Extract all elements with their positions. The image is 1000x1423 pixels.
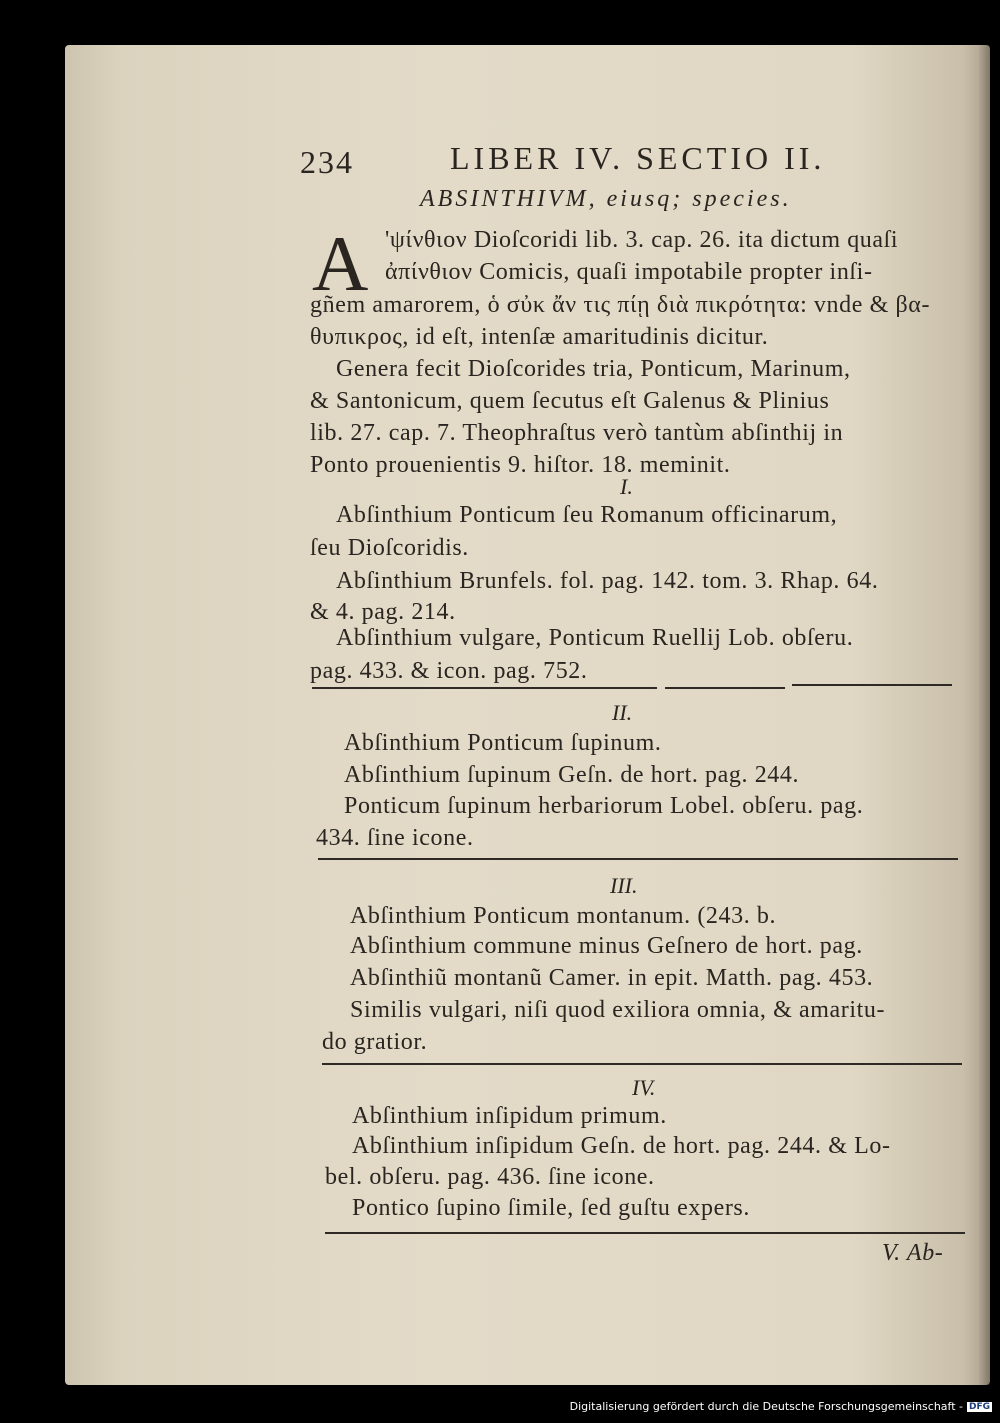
species-line: Pontico ſupino ſimile, ſed guſtu expers. [352,1195,750,1221]
species-line: Similis vulgari, niſi quod exiliora omnia, & amaritu- [350,997,886,1023]
species-numeral: II. [612,700,633,725]
species-line: Abſinthium Brunfels. fol. pag. 142. tom. 3. Rhap. 64. [336,568,879,594]
species-line: Abſinthium inſipidum primum. [352,1103,667,1129]
separator-rule [318,858,958,860]
intro-line: & Santonicum, quem ſecutus eſt Galenus & Plinius [310,388,830,414]
running-head [300,140,870,180]
species-line: Abſinthium commune minus Geſnero de hort. pag. [350,933,863,959]
species-line: & 4. pag. 214. [310,599,456,625]
separator-rule [665,687,785,689]
species-line: Abſinthium inſipidum Geſn. de hort. pag. 244. & Lo- [352,1133,891,1159]
species-line: Abſinthiũ montanũ Camer. in epit. Matth. pag. 453. [350,965,874,991]
species-line: Abſinthium Ponticum ſeu Romanum officinarum, [336,502,838,528]
page-edge-shadow [978,45,990,1385]
running-head-title: LIBER IV. SECTIO II. [450,140,826,176]
species-numeral: IV. [632,1075,656,1100]
species-line: do gratior. [322,1029,428,1055]
digitization-footer [0,1400,1000,1413]
species-line: Abſinthium ſupinum Geſn. de hort. pag. 244. [344,762,800,788]
footer-text: Digitalisierung gefördert durch die Deutsche Forschungsgemeinschaft - [569,1400,963,1413]
intro-line: 'ψίνθιον Dioſcoridi lib. 3. cap. 26. ita dictum quaſi [385,227,899,253]
dfg-logo: DFG [968,1402,990,1412]
separator-rule [325,1232,965,1234]
species-numeral: III. [610,873,638,898]
page-number: 234 [300,144,354,180]
intro-line: lib. 27. cap. 7. Theophraſtus verò tantùm abſinthij in [310,420,844,446]
intro-line: θυπικρος, id eſt, intenſæ amaritudinis dicitur. [310,324,769,350]
intro-line: gñem amarorem, ὁ σὐκ ἄν τις πίῃ διὰ πικρότητα: vnde & βα- [310,292,931,318]
species-line: Abſinthium Ponticum montanum. (243. b. [350,903,777,929]
species-line: bel. obſeru. pag. 436. ſine icone. [325,1164,655,1190]
section-title: ABSINTHIVM, eiusq; species. [420,186,792,212]
species-line: Abſinthium vulgare, Ponticum Ruellij Lob. obſeru. [336,625,854,651]
species-line: Ponticum ſupinum herbariorum Lobel. obſeru. pag. [344,793,864,819]
catchword: V. Ab- [882,1240,944,1266]
drop-cap-initial: A [312,220,369,307]
separator-rule [312,687,657,689]
intro-line: ἀπίνθιον Comicis, quaſi impotabile propter inſi- [385,259,873,285]
species-line: pag. 433. & icon. pag. 752. [310,658,588,684]
species-line: ſeu Dioſcoridis. [310,535,469,561]
separator-rule [322,1063,962,1065]
intro-line: Ponto prouenientis 9. hiſtor. 18. meminit. [310,452,731,478]
species-line: 434. ſine icone. [316,825,474,851]
intro-line: Genera fecit Dioſcorides tria, Ponticum, Marinum, [336,356,851,382]
separator-rule [792,684,952,686]
species-numeral: I. [620,474,633,499]
species-line: Abſinthium Ponticum ſupinum. [344,730,662,756]
